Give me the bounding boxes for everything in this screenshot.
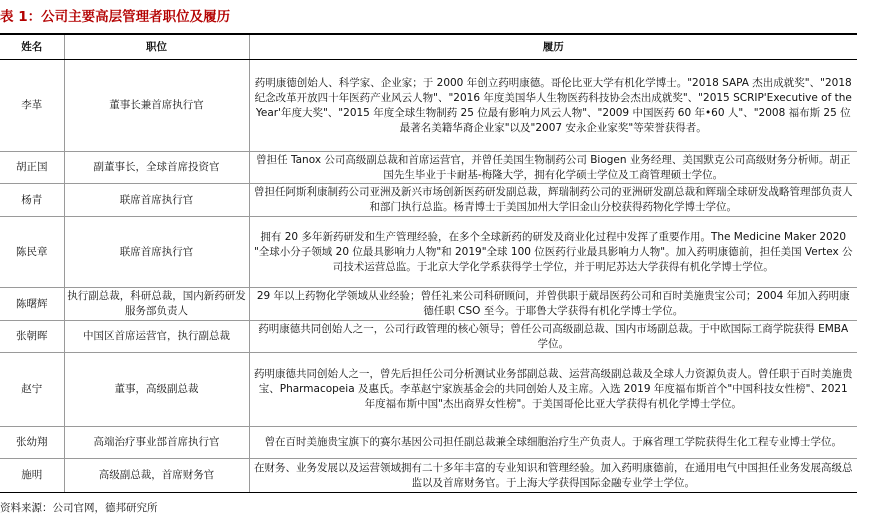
cell-resume: 在财务、业务发展以及运营领域拥有二十多年丰富的专业知识和管理经验。加入药明康德前，在通用电气中国担任业务发展高级总监以及首席财务官。于上海大学获得国际金融专业学士学位。 [249,459,857,493]
cell-position: 联席首席执行官 [64,217,249,288]
table-title: 表 1：公司主要高层管理者职位及履历 [0,9,231,25]
cell-name: 张幼翔 [0,427,64,459]
cell-position: 中国区首席运营官，执行副总裁 [64,321,249,353]
cell-resume: 拥有 20 多年新药研发和生产管理经验，在多个全球新药的研发及商业化过程中发挥了重要作用。The Medicine Maker 2020 "全球小分子领域 20 位最具影响力人物"和 2019"全球 100 位医药行业最具影响力人物"。加入药明康德前，担任美国 Vertex 公司技术运营总监。于北京大学化学系获得学士学位，并于明尼苏达大学获得有机化学博士学位。 [249,217,857,288]
cell-resume: 药明康德共同创始人之一，曾先后担任公司分析测试业务部副总裁、运营高级副总裁及全球人力资源负责人。曾任职于百时美施贵宝、Pharmacopeia 及惠氏。李革赵宁家族基金会的共同创始人及主席。入选 2019 年度福布斯首个"中国科技女性榜"、2021 年度福布斯中国"杰出商界女性榜"。于美国哥伦比亚大学获得有机化学博士学位。 [249,353,857,427]
table-row [0,184,857,217]
table-row [0,288,857,321]
cell-position: 董事长兼首席执行官 [64,60,249,152]
table-row [0,459,857,493]
table-row [0,321,857,353]
column-header-resume: 履历 [249,35,857,60]
source-note: 资料来源：公司官网，德邦研究所 [0,502,158,514]
cell-name: 陈曙辉 [0,288,64,321]
cell-resume: 药明康德创始人、科学家、企业家；于 2000 年创立药明康德。哥伦比亚大学有机化学博士。"2018 SAPA 杰出成就奖"、"2018 纪念改革开放四十年医药产业风云人物"、"2016 年度美国华人生物医药科技协会杰出成就奖"、"2015 SCRIP'Executive of the Year'年度大奖"、"2015 年度全球生物制药 25 位最有影响力风云人物"、"2009 中国医药 60 年•60 人"、"2008 福布斯 25 位最著名美籍华裔企业家"以及"2007 安永企业家奖"等荣誉获得者。 [249,60,857,152]
cell-position: 执行副总裁，科研总裁，国内新药研发服务部负责人 [64,288,249,321]
table-row [0,152,857,184]
column-header-position: 职位 [64,35,249,60]
table-row [0,427,857,459]
cell-position: 副董事长，全球首席投资官 [64,152,249,184]
cell-name: 赵宁 [0,353,64,427]
cell-position: 高端治疗事业部首席执行官 [64,427,249,459]
cell-resume: 29 年以上药物化学领域从业经验；曾任礼来公司科研顾问，并曾供职于葳昂医药公司和百时美施贵宝公司；2004 年加入药明康德任职 CSO 至今。于耶鲁大学获得有机化学博士学位。 [249,288,857,321]
executive-table [0,35,857,493]
cell-resume: 曾担任阿斯利康制药公司亚洲及新兴市场创新医药研发副总裁，辉瑞制药公司的亚洲研发副总裁和辉瑞全球研发战略管理部负责人和部门执行总监。杨青博士于美国加州大学旧金山分校获得药物化学博士学位。 [249,184,857,217]
cell-name: 李革 [0,60,64,152]
table-header-row [0,35,857,60]
table-row [0,353,857,427]
cell-resume: 曾担任 Tanox 公司高级副总裁和首席运营官，并曾任美国生物制药公司 Biogen 业务经理、美国默克公司高级财务分析师。胡正国先生毕业于卡耐基-梅隆大学，拥有化学硕士学位及工商管理硕士学位。 [249,152,857,184]
cell-name: 施明 [0,459,64,493]
cell-resume: 曾在百时美施贵宝旗下的赛尔基因公司担任副总裁兼全球细胞治疗生产负责人。于麻省理工学院获得生化工程专业博士学位。 [249,427,857,459]
cell-name: 陈民章 [0,217,64,288]
cell-resume: 药明康德共同创始人之一，公司行政管理的核心领导；曾任公司高级副总裁、国内市场副总裁。于中欧国际工商学院获得 EMBA 学位。 [249,321,857,353]
cell-name: 胡正国 [0,152,64,184]
cell-position: 董事，高级副总裁 [64,353,249,427]
cell-position: 高级副总裁，首席财务官 [64,459,249,493]
cell-name: 杨青 [0,184,64,217]
column-header-name: 姓名 [0,35,64,60]
cell-position: 联席首席执行官 [64,184,249,217]
table-row [0,60,857,152]
table-row [0,217,857,288]
cell-name: 张朝晖 [0,321,64,353]
